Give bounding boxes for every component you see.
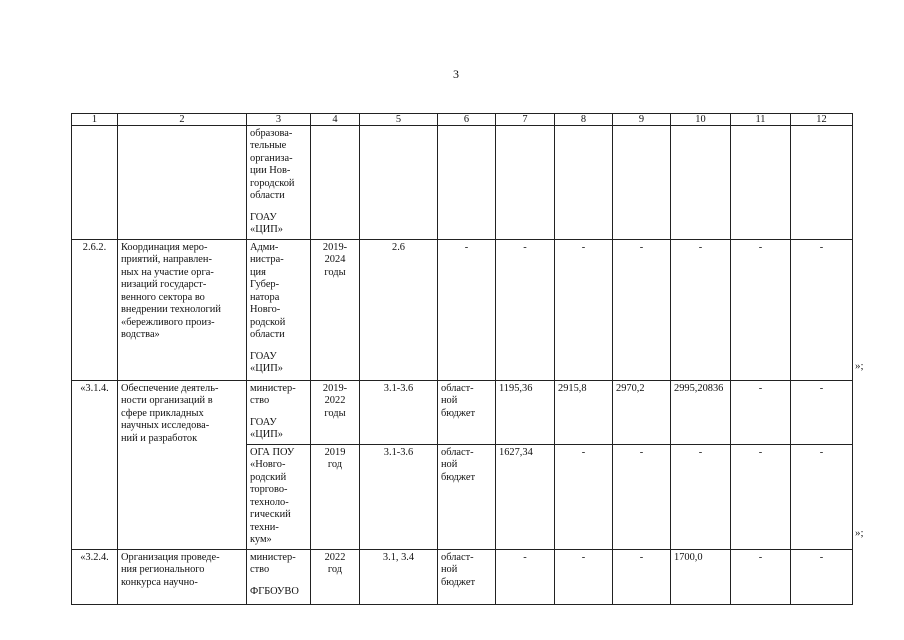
table-row [72, 549, 853, 604]
cell-value-11: - [731, 549, 791, 604]
cell-value-11: - [731, 380, 791, 444]
cell-value-9: 2970,2 [613, 380, 671, 444]
cell-target: 2.6 [360, 239, 438, 380]
cell-term [311, 126, 360, 240]
cell-executors [247, 549, 311, 604]
executor: ГОАУ «ЦИП» [250, 350, 283, 375]
cell-value-12 [791, 126, 853, 240]
col-header-7: 7 [496, 114, 555, 126]
cell-term: 2019- 2024 годы [311, 239, 360, 380]
col-header-8: 8 [555, 114, 613, 126]
cell-value-10: 1700,0 [671, 549, 731, 604]
table-row [72, 380, 853, 444]
cell-executors [247, 380, 311, 444]
col-header-12: 12 [791, 114, 853, 126]
cell-value-9: - [613, 549, 671, 604]
cell-activity: Обеспечение деятель- ности организаций в сфере прикладных научных исследова- ний и разработок [118, 380, 247, 549]
cell-value-8: - [555, 444, 613, 549]
cell-value-7 [496, 126, 555, 240]
cell-value-11: - [731, 239, 791, 380]
cell-number: «3.2.4. [72, 549, 118, 604]
col-header-6: 6 [438, 114, 496, 126]
cell-value-10 [671, 126, 731, 240]
cell-term: 2019 год [311, 444, 360, 549]
plan-table [71, 113, 853, 605]
cell-executors [247, 126, 311, 240]
col-header-5: 5 [360, 114, 438, 126]
executor: министер- ство [250, 382, 296, 407]
page-number: 3 [453, 67, 459, 81]
col-header-3: 3 [247, 114, 311, 126]
cell-executors [247, 444, 311, 549]
cell-executors [247, 239, 311, 380]
cell-value-12: - [791, 380, 853, 444]
cell-value-9: - [613, 239, 671, 380]
cell-target: 3.1-3.6 [360, 444, 438, 549]
col-header-10: 10 [671, 114, 731, 126]
closing-quote-mark: »; [855, 360, 864, 372]
executor: министер- ство [250, 551, 296, 576]
cell-value-10: 2995,20836 [671, 380, 731, 444]
cell-target: 3.1, 3.4 [360, 549, 438, 604]
cell-value-8: - [555, 239, 613, 380]
cell-value-12: - [791, 549, 853, 604]
cell-value-9 [613, 126, 671, 240]
executor: Адми- нистра- ция Губер- натора Новго- родской области [250, 241, 286, 341]
table-row [72, 126, 853, 240]
cell-value-10: - [671, 444, 731, 549]
executor: образова- тельные организа- ции Нов- городской области [250, 128, 295, 202]
cell-value-9: - [613, 444, 671, 549]
cell-source: област- ной бюджет [438, 549, 496, 604]
cell-term: 2022 год [311, 549, 360, 604]
col-header-9: 9 [613, 114, 671, 126]
cell-number [72, 126, 118, 240]
cell-value-7: 1627,34 [496, 444, 555, 549]
cell-target: 3.1-3.6 [360, 380, 438, 444]
cell-source: - [438, 239, 496, 380]
cell-activity: Координация меро- приятий, направлен- ных на участие орга- низаций государст- венного сектора во внедрении технологий «бережливого произ- водства» [118, 239, 247, 380]
cell-value-8: 2915,8 [555, 380, 613, 444]
col-header-4: 4 [311, 114, 360, 126]
executor: ОГА ПОУ «Новго- родский торгово- техноло- гический техни- кум» [250, 446, 295, 546]
cell-activity: Организация проведе- ния регионального конкурса научно- [118, 549, 247, 604]
col-header-1: 1 [72, 114, 118, 126]
cell-value-11 [731, 126, 791, 240]
executor: ГОАУ «ЦИП» [250, 211, 283, 236]
executor: ГОАУ «ЦИП» [250, 416, 283, 441]
cell-source: област- ной бюджет [438, 380, 496, 444]
col-header-2: 2 [118, 114, 247, 126]
cell-number: «3.1.4. [72, 380, 118, 549]
cell-value-7: - [496, 239, 555, 380]
cell-target [360, 126, 438, 240]
cell-activity [118, 126, 247, 240]
cell-value-8: - [555, 549, 613, 604]
cell-source: област- ной бюджет [438, 444, 496, 549]
cell-value-7: - [496, 549, 555, 604]
cell-value-12: - [791, 444, 853, 549]
header-row [72, 114, 853, 126]
col-header-11: 11 [731, 114, 791, 126]
cell-value-8 [555, 126, 613, 240]
cell-source [438, 126, 496, 240]
cell-value-11: - [731, 444, 791, 549]
table-row [72, 239, 853, 380]
cell-value-7: 1195,36 [496, 380, 555, 444]
closing-quote-mark: »; [855, 527, 864, 539]
executor: ФГБОУВО [250, 585, 299, 597]
cell-term: 2019- 2022 годы [311, 380, 360, 444]
cell-number: 2.6.2. [72, 239, 118, 380]
cell-value-10: - [671, 239, 731, 380]
cell-value-12: - [791, 239, 853, 380]
